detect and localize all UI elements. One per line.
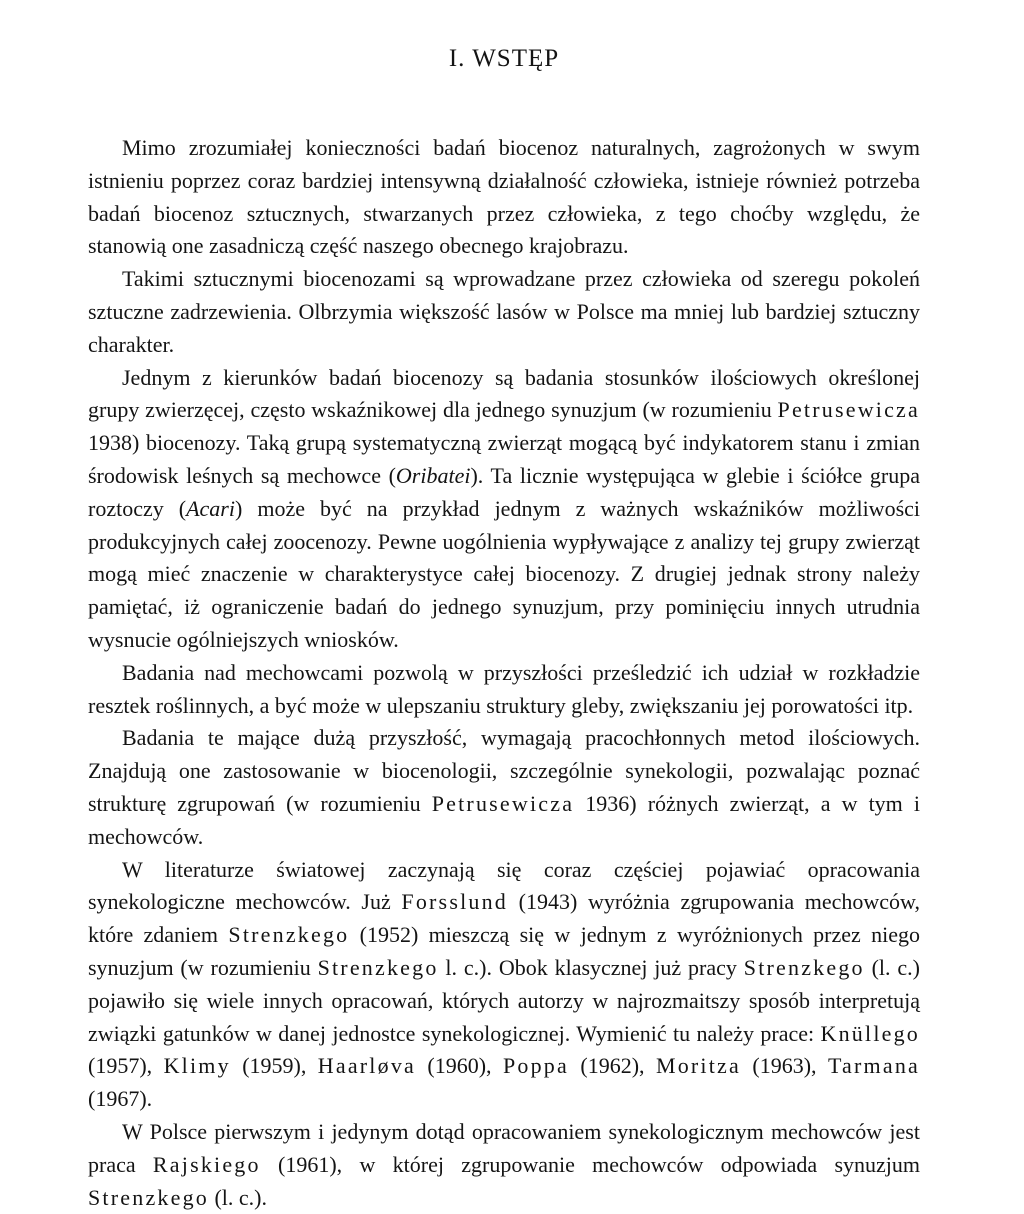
body-text [88,132,920,1214]
text-run: 1936) różnych zwierząt, a w tym i mechowców. [88,790,920,849]
paragraph-2 [88,263,920,361]
text-run: (1960), [416,1053,503,1079]
text-run: ). Ta licznie występująca w glebie i ściółce grupa roztoczy ( [88,462,920,521]
text-run: (1961), w której zgrupowanie mechowców odpowiada synuzjum [260,1151,920,1177]
text-run: W Polsce pierwszym i jedynym dotąd opracowaniem synekologicznym mechowców jest praca [88,1118,920,1177]
author-citation: Moritza [655,1053,741,1079]
author-citation: Strenzkego [743,954,865,980]
text-run: (1957), [88,1053,164,1079]
author-citation: Strenzkego [228,922,350,948]
text-run: Mimo zrozumiałej konieczności badań biocenoz naturalnych, zagrożonych w swym istnieniu poprzez coraz bardziej intensywną działalność człowieka, istnieje również potrzeba badań biocenoz sztucznych, stwarzanych przez człowieka, z tego choćby względu, że stanowią one zasadniczą część naszego obecnego krajobrazu. [88,135,920,259]
paragraph-6 [88,854,920,1116]
taxon-name: Acari [186,495,235,521]
paragraph-7 [88,1116,920,1214]
author-citation: Strenzkego [88,1184,209,1210]
author-citation: Haarløva [317,1053,416,1079]
author-citation: Rajskiego [152,1151,261,1177]
text-run: W literaturze światowej zaczynają się coraz częściej pojawiać opracowania synekologiczne mechowców. Już [88,856,920,915]
author-citation: Tarmana [827,1053,920,1079]
paragraph-4 [88,657,920,723]
document-page [88,30,920,1214]
text-run: ) może być na przykład jednym z ważnych wskaźników możliwości produkcyjnych całej zoocenozy. Pewne uogólnienia wypływające z analizy tej grupy zwierząt mogą mieć znaczenie w charakterystyce całej biocenozy. Z drugiej jednak strony należy pamiętać, iż ograniczenie badań do jednego synuzjum, przy pominięciu innych utrudnia wysnucie ogólniejszych wniosków. [88,495,921,652]
page-title: I. WSTĘP [448,45,560,72]
author-citation: Forsslund [401,889,508,915]
author-citation: Strenzkego [317,954,439,980]
text-run: (1943) wyróżnia zgrupowania mechowców, które zdaniem [88,889,920,948]
author-citation: Petrusewicza [431,790,575,816]
text-run: 1938) biocenozy. Taką grupą systematyczną zwierząt mogącą być indykatorem stanu i zmian środowisk leśnych są mechowce ( [88,430,920,488]
author-citation: Klimy [163,1053,231,1079]
text-run: (l. c.) pojawiło się wiele innych opracowań, których autorzy w najrozmaitszy sposób interpretują związki gatunków w danej jednostce synekologicznej. Wymienić tu należy prace: [88,954,920,1046]
taxon-name: Oribatei [395,462,471,488]
author-citation: Petrusewicza [777,397,920,423]
author-citation: Poppa [502,1053,569,1079]
paragraph-1 [88,132,920,263]
paragraph-3 [88,362,920,657]
paragraph-5 [88,722,920,853]
text-run: Takimi sztucznymi biocenozami są wprowadzane przez człowieka od szeregu pokoleń sztuczne zadrzewienia. Olbrzymia większość lasów w Polsce ma mniej lub bardziej sztuczny charakter. [88,266,920,357]
text-run: Badania te mające dużą przyszłość, wymagają pracochłonnych metod ilościowych. Znajdują one zastosowanie w biocenologii, szczególnie synekologii, pozwalając poznać strukturę zgrupowań (w rozumieniu [88,725,920,816]
text-run: (1963), [740,1053,828,1079]
author-citation: Knüllego [820,1020,920,1046]
text-run: (1967). [88,1086,153,1112]
text-run: l. c.). Obok klasycznej już pracy [438,954,744,980]
text-run: (l. c.). [208,1184,267,1210]
text-run: (1952) mieszczą się w jednym z wyróżnionych przez niego synuzjum (w rozumieniu [88,922,920,980]
text-run: Badania nad mechowcami pozwolą w przyszłości prześledzić ich udział w rozkładzie resztek roślinnych, a być może w ulepszaniu struktury gleby, zwiększaniu jej porowatości itp. [88,659,920,718]
text-run: (1962), [568,1053,656,1079]
text-run: (1959), [230,1053,318,1079]
text-run: Jednym z kierunków badań biocenozy są badania stosunków ilościowych określonej grupy zwierzęcej, często wskaźnikowej dla jednego synuzjum (w rozumieniu [88,364,920,423]
